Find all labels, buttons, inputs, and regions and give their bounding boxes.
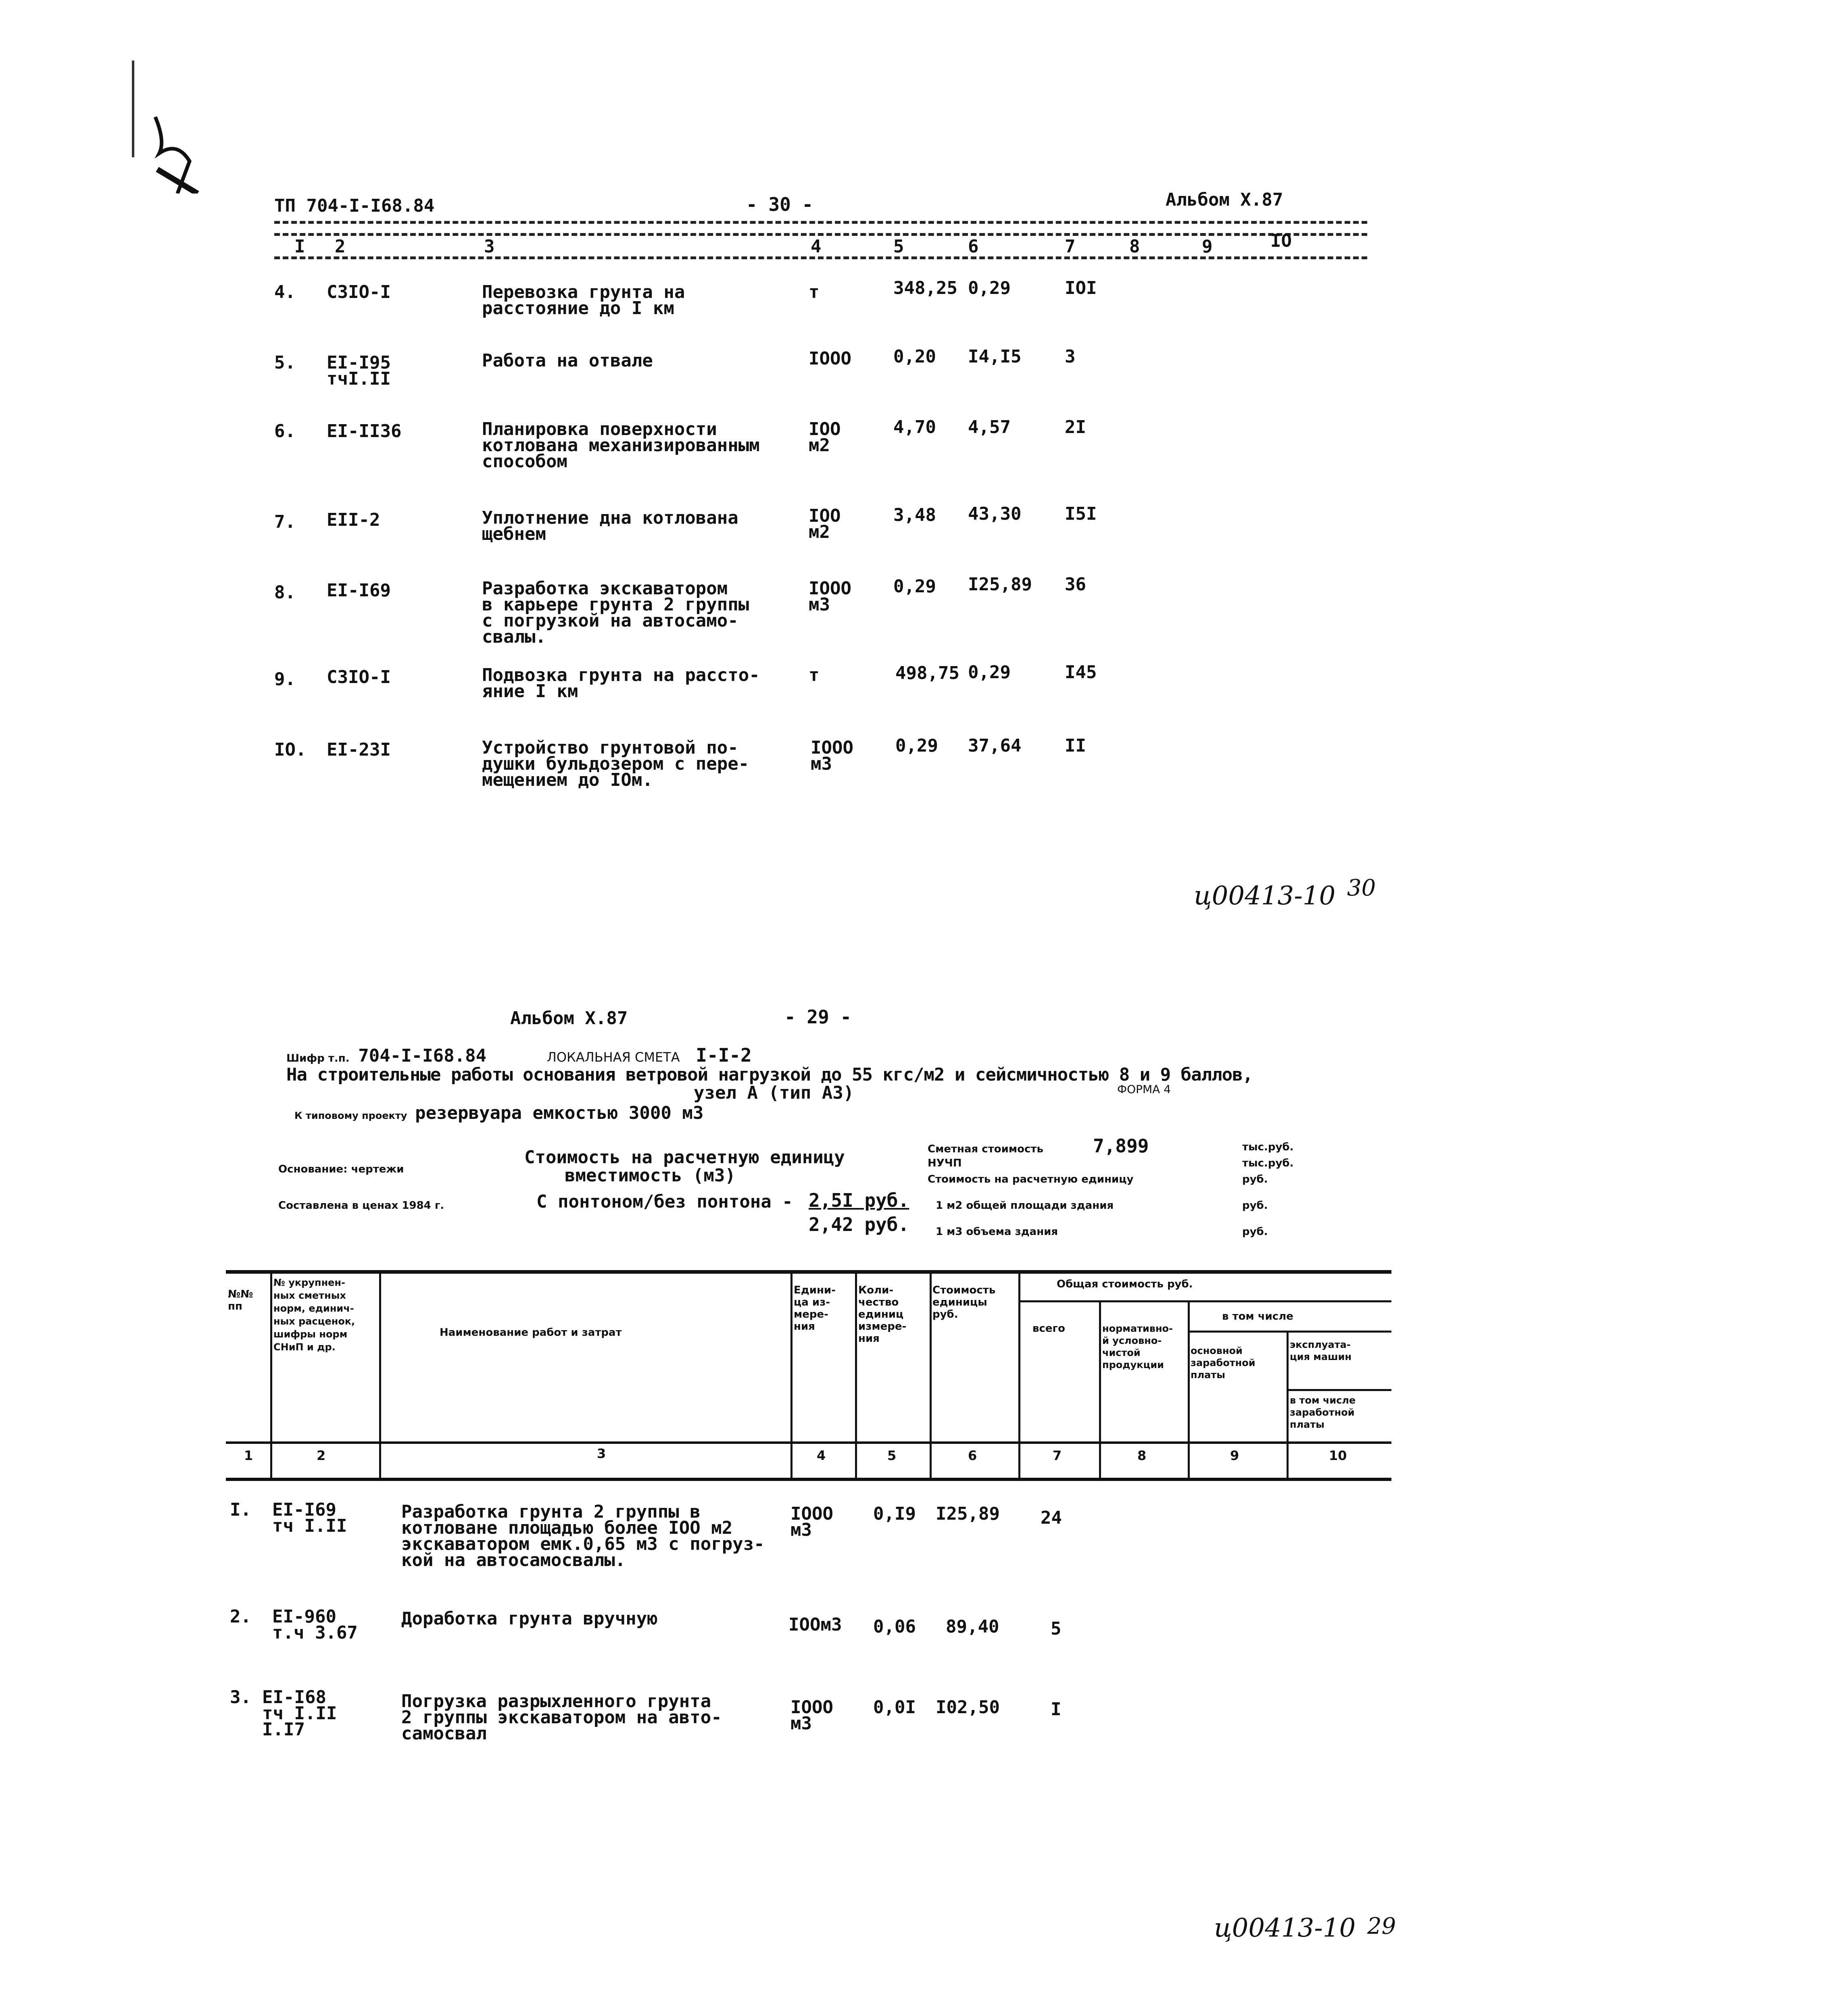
colnum-4: 4	[817, 1448, 826, 1463]
uzel-label: узел А (тип А3)	[694, 1083, 854, 1103]
row-number: 7.	[274, 512, 296, 532]
pontoon-label: С понтоном/без понтона -	[536, 1191, 793, 1212]
row-name: Работа на отвале	[482, 350, 653, 371]
row-name: Планировка поверхности котлована механизированным способом	[482, 419, 760, 472]
info-unit: руб.	[1242, 1173, 1268, 1185]
top-colnum-6: 6	[968, 236, 979, 257]
row-name: Устройство грунтовой по- душки бульдозером с пере- мещением до IOм.	[482, 737, 749, 790]
row-total: I45	[1065, 662, 1097, 683]
col-divider	[855, 1272, 857, 1480]
row-number: 4.	[274, 282, 296, 302]
row-total: 36	[1065, 574, 1086, 595]
colnum-1: 1	[244, 1448, 253, 1463]
info-unit: тыс.руб.	[1242, 1141, 1294, 1153]
row-unit: IOOO м3	[790, 1504, 833, 1540]
table-top-rule	[226, 1270, 1391, 1274]
cipher-value: 704-I-I68.84	[358, 1045, 487, 1066]
row-code: EI-I68 тч I.II I.I7	[262, 1687, 337, 1740]
row-name: Доработка грунта вручную	[401, 1608, 658, 1629]
row-number: 3.	[230, 1687, 251, 1708]
header-base-wage: основной заработной платы	[1191, 1345, 1255, 1381]
basis-label: Основание: чертежи	[278, 1163, 404, 1175]
row-unit-price: 89,40	[946, 1616, 999, 1637]
row-total: IOI	[1065, 278, 1097, 298]
row-code: C3IO-I	[327, 667, 391, 687]
col-divider	[1188, 1302, 1190, 1480]
top-dashed-rule-1	[274, 221, 1367, 224]
top-colnum-5: 5	[893, 236, 904, 257]
row-unit-price: I4,I5	[968, 346, 1022, 367]
info-label: Сметная стоимость	[928, 1143, 1043, 1155]
row-quantity: 0,29	[895, 735, 938, 756]
colnum-10: 10	[1329, 1448, 1347, 1463]
row-code: EII-2	[327, 510, 380, 530]
header-net-output: нормативно- й условно- чистой продукции	[1102, 1323, 1173, 1370]
header-total: всего	[1032, 1322, 1065, 1335]
cipher-line	[286, 1044, 752, 1066]
row-quantity: 4,70	[893, 417, 936, 437]
top-colnum-4: 4	[811, 236, 822, 257]
to-project-value: резервуара емкостью 3000 м3	[415, 1103, 704, 1123]
pontoon-value-2: 2,42 руб.	[809, 1214, 909, 1235]
table-header-rule	[226, 1441, 1391, 1444]
col-divider	[790, 1272, 792, 1480]
top-dashed-rule-2	[274, 233, 1367, 236]
top-colnum-7: 7	[1065, 236, 1076, 257]
top-colnum-1: I	[294, 236, 305, 257]
to-project-label: К типовому проекту	[294, 1110, 407, 1121]
info-unit: тыс.руб.	[1242, 1157, 1294, 1169]
header-unit: Едини- ца из- мере- ния	[794, 1284, 836, 1333]
top-colnum-3: 3	[484, 236, 495, 257]
row-number: 8.	[274, 582, 296, 603]
cost-per-unit-line1: Стоимость на расчетную единицу	[524, 1147, 845, 1168]
row-code: EI-960 т.ч 3.67	[272, 1606, 358, 1643]
row-quantity: 0,I9	[873, 1504, 916, 1524]
row-name: Перевозка грунта на расстояние до I км	[482, 282, 685, 319]
row-unit: IOOO м3	[811, 737, 853, 774]
row-code: EI-I69 тч I.II	[272, 1500, 347, 1536]
project-line	[294, 1103, 703, 1123]
row-total: I	[1051, 1699, 1062, 1720]
row-quantity: 3,48	[893, 505, 936, 525]
top-colnum-2: 2	[335, 236, 346, 257]
row-unit: IOO м2	[809, 506, 841, 542]
colnum-8: 8	[1137, 1448, 1147, 1463]
row-total: 3	[1065, 346, 1076, 367]
top-archive-stamp: ц00413-10	[1194, 881, 1336, 911]
subgroup-rule	[1188, 1331, 1391, 1333]
header-machines-wage: в том числе заработной платы	[1290, 1395, 1356, 1430]
header-unit-price: Стоимость единицы руб.	[932, 1284, 996, 1320]
top-album: Альбом X.87	[1166, 190, 1283, 210]
row-code: EI-II36	[327, 421, 402, 442]
col-divider	[1287, 1332, 1289, 1480]
header-in-number: в том числе	[1222, 1310, 1293, 1322]
row-unit: IOO м2	[809, 419, 841, 456]
row-unit-price: 0,29	[968, 662, 1011, 683]
top-page-number: - 30 -	[746, 194, 813, 215]
header-total-group: Общая стоимость руб.	[1057, 1278, 1193, 1290]
row-total: 24	[1041, 1508, 1062, 1528]
row-quantity: 0,0I	[873, 1697, 916, 1718]
smeta-title: На строительные работы основания ветровой нагрузкой до 55 кгс/м2 и сейсмичностью 8 и 9 баллов,	[286, 1064, 1253, 1085]
row-quantity: 0,20	[893, 346, 936, 367]
row-number: IO.	[274, 739, 307, 760]
colnum-7: 7	[1053, 1448, 1062, 1463]
row-unit: IOOO	[809, 348, 851, 369]
row-quantity: 348,25	[893, 278, 957, 298]
info-value: 7,899	[1093, 1135, 1149, 1157]
row-code: EI-23I	[327, 739, 391, 760]
bottom-page-number: - 29 -	[784, 1006, 852, 1028]
row-name: Погрузка разрыхленного грунта 2 группы экскаватором на авто- самосвал	[401, 1691, 722, 1744]
row-unit-price: I25,89	[968, 574, 1032, 595]
row-total: 2I	[1065, 417, 1086, 437]
row-unit-price: 4,57	[968, 417, 1011, 437]
top-stamp-page: 30	[1347, 875, 1376, 901]
col-divider	[930, 1272, 932, 1480]
row-number: 6.	[274, 421, 296, 442]
colnum-2: 2	[317, 1448, 326, 1463]
row-unit-price: 0,29	[968, 278, 1011, 298]
row-total: II	[1065, 735, 1086, 756]
top-doc-code: ТП 704-I-I68.84	[274, 196, 435, 216]
col-divider	[270, 1272, 272, 1480]
row-name: Подвозка грунта на рассто- яние I км	[482, 665, 760, 702]
colnum-6: 6	[968, 1448, 977, 1463]
col-divider	[1099, 1302, 1101, 1480]
row-quantity: 498,75	[895, 663, 959, 683]
row-total: 5	[1051, 1618, 1062, 1639]
col-divider	[1018, 1272, 1020, 1480]
forma-label: ФОРМА 4	[1117, 1083, 1171, 1096]
machines-rule	[1287, 1389, 1391, 1391]
row-unit-price: 37,64	[968, 735, 1022, 756]
row-name: Уплотнение дна котлована щебнем	[482, 508, 738, 544]
cost-per-unit-line2: вместимость (м3)	[565, 1165, 736, 1186]
bottom-album: Альбом X.87	[510, 1008, 628, 1029]
composed-label: Составлена в ценах 1984 г.	[278, 1200, 444, 1212]
cipher-label: Шифр т.п.	[286, 1052, 350, 1064]
row-number: I.	[230, 1500, 251, 1520]
row-code: C3IO-I	[327, 282, 391, 302]
header-norm-code: № укрупнен- ных сметных норм, единич- ных расценок, шифры норм СНиП и др.	[273, 1277, 355, 1353]
top-colnum-10: IO	[1270, 231, 1292, 251]
row-code: EI-I69	[327, 580, 391, 601]
pontoon-value-1: 2,5I руб.	[809, 1189, 909, 1211]
row-unit: IOOм3	[788, 1614, 842, 1635]
bottom-archive-stamp: ц00413-10	[1214, 1913, 1356, 1943]
bottom-stamp-page: 29	[1367, 1913, 1396, 1939]
row-unit: т	[809, 665, 820, 685]
info-unit: руб.	[1242, 1226, 1268, 1238]
margin-scribble	[121, 60, 210, 194]
info-label: НУЧП	[928, 1157, 962, 1169]
row-total: I5I	[1065, 504, 1097, 524]
row-unit-price: I02,50	[936, 1697, 1000, 1718]
row-unit-price: 43,30	[968, 504, 1022, 524]
row-number: 9.	[274, 669, 296, 689]
group-rule	[1018, 1300, 1391, 1302]
row-number: 2.	[230, 1606, 251, 1627]
colnum-3: 3	[597, 1446, 606, 1461]
top-colnum-9: 9	[1202, 236, 1213, 257]
top-colnum-8: 8	[1129, 236, 1140, 257]
row-unit-price: I25,89	[936, 1504, 1000, 1524]
header-quantity: Коли- чество единиц измере- ния	[858, 1284, 907, 1345]
row-unit: IOOO м3	[809, 578, 851, 615]
top-dashed-rule-3	[274, 256, 1367, 259]
col-divider	[379, 1272, 381, 1480]
info-label: 1 м2 общей площади здания	[936, 1200, 1114, 1212]
row-unit: IOOO м3	[790, 1697, 833, 1734]
row-number: 5.	[274, 352, 296, 373]
header-work-name: Наименование работ и затрат	[440, 1327, 622, 1339]
header-machines: эксплуата- ция машин	[1290, 1339, 1352, 1362]
smeta-number: I-I-2	[696, 1044, 752, 1066]
info-label: 1 м3 объема здания	[936, 1226, 1058, 1238]
colnum-5: 5	[887, 1448, 897, 1463]
row-name: Разработка экскаватором в карьере грунта 2 группы с погрузкой на автосамо- свалы.	[482, 578, 749, 647]
row-quantity: 0,06	[873, 1616, 916, 1637]
smeta-label: ЛОКАЛЬНАЯ СМЕТА	[546, 1050, 680, 1065]
row-code: EI-I95 тчI.II	[327, 352, 391, 389]
row-quantity: 0,29	[893, 576, 936, 597]
info-label: Стоимость на расчетную единицу	[928, 1173, 1134, 1185]
table-numbers-rule	[226, 1478, 1391, 1481]
colnum-9: 9	[1230, 1448, 1239, 1463]
row-unit: т	[809, 282, 820, 302]
header-row-number: №№ пп	[228, 1288, 253, 1312]
row-name: Разработка грунта 2 группы в котловане площадью более IOO м2 экскаватором емк.0,65 м3 с погруз- кой на автосамосвалы.	[401, 1502, 765, 1570]
info-unit: руб.	[1242, 1200, 1268, 1212]
